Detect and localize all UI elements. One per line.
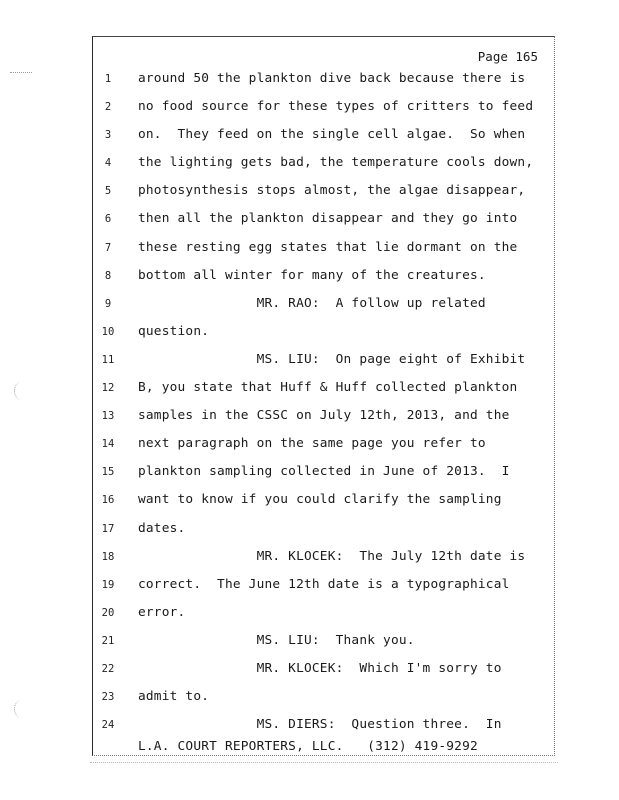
line-number: 17 [101,522,115,535]
line-number: 24 [101,719,115,732]
line-text: plankton sampling collected in June of 2013. I [138,464,510,480]
transcript-line [93,99,554,127]
line-number: 19 [101,578,115,591]
line-text: bottom all winter for many of the creatures. [138,267,486,283]
line-text: photosynthesis stops almost, the algae disappear, [138,183,526,199]
line-text: the lighting gets bad, the temperature cools down, [138,155,534,171]
line-number: 16 [101,494,115,507]
line-text: MR. RAO: A follow up related [138,295,486,311]
transcript-line [93,211,554,239]
line-number: 12 [101,382,115,395]
line-text: MS. DIERS: Question three. In [138,717,502,733]
line-text: on. They feed on the single cell algae. So when [138,127,526,143]
transcript-line [93,71,554,99]
line-text: MS. LIU: On page eight of Exhibit [138,351,526,367]
line-number: 13 [101,410,115,423]
line-number: 18 [101,550,115,563]
transcript-line [93,240,554,268]
line-text: next paragraph on the same page you refer to [138,436,486,452]
transcript-line [93,633,554,661]
page-number: Page 165 [477,49,538,64]
line-number: 9 [104,297,112,310]
transcript-line [93,183,554,211]
line-text: want to know if you could clarify the sampling [138,492,502,508]
transcript-lines [93,71,554,745]
transcript-line [93,577,554,605]
line-text: B, you state that Huff & Huff collected plankton [138,380,518,396]
line-number: 7 [104,241,112,254]
transcript-page [92,36,555,756]
transcript-line [93,661,554,689]
line-text: MR. KLOCEK: Which I'm sorry to [138,660,502,676]
line-text: question. [138,323,210,339]
line-text: MS. LIU: Thank you. [138,632,415,648]
line-text: MR. KLOCEK: The July 12th date is [138,548,526,564]
transcript-line [93,324,554,352]
line-number: 15 [101,466,115,479]
line-text: these resting egg states that lie dormant on the [138,239,518,255]
hole-punch-mark [14,700,29,718]
line-number: 6 [104,213,112,226]
transcript-line [93,296,554,324]
line-text: around 50 the plankton dive back because there is [138,71,526,86]
transcript-line [93,464,554,492]
line-text: error. [138,604,186,620]
line-number: 5 [104,185,112,198]
line-text: then all the plankton disappear and they go into [138,211,518,227]
line-text: no food source for these types of critters to feed [138,99,534,115]
line-number: 14 [101,438,115,451]
line-text: dates. [138,520,186,536]
transcript-line [93,155,554,183]
line-number: 3 [104,129,112,142]
line-number: 22 [101,662,115,675]
transcript-line [93,605,554,633]
transcript-line [93,268,554,296]
transcript-line [93,408,554,436]
line-number: 21 [101,634,115,647]
line-number: 11 [101,353,115,366]
scan-artifact-mark [10,72,32,73]
line-text: correct. The June 12th date is a typographical [138,576,510,592]
transcript-line [93,521,554,549]
transcript-line [93,352,554,380]
line-text: admit to. [138,689,210,705]
transcript-line [93,436,554,464]
line-text: samples in the CSSC on July 12th, 2013, and the [138,408,510,424]
line-number: 20 [101,606,115,619]
court-reporter-footer: L.A. COURT REPORTERS, LLC. (312) 419-9292 [138,739,478,754]
line-number: 1 [104,73,112,85]
hole-punch-mark [14,382,29,400]
line-number: 2 [104,101,112,114]
transcript-line [93,380,554,408]
transcript-line [93,689,554,717]
transcript-line [93,127,554,155]
line-number: 23 [101,691,115,704]
line-number: 4 [104,157,112,170]
scan-edge-line [90,762,558,763]
transcript-line [93,549,554,577]
line-number: 8 [104,269,112,282]
line-number: 10 [101,325,115,338]
transcript-line [93,492,554,520]
